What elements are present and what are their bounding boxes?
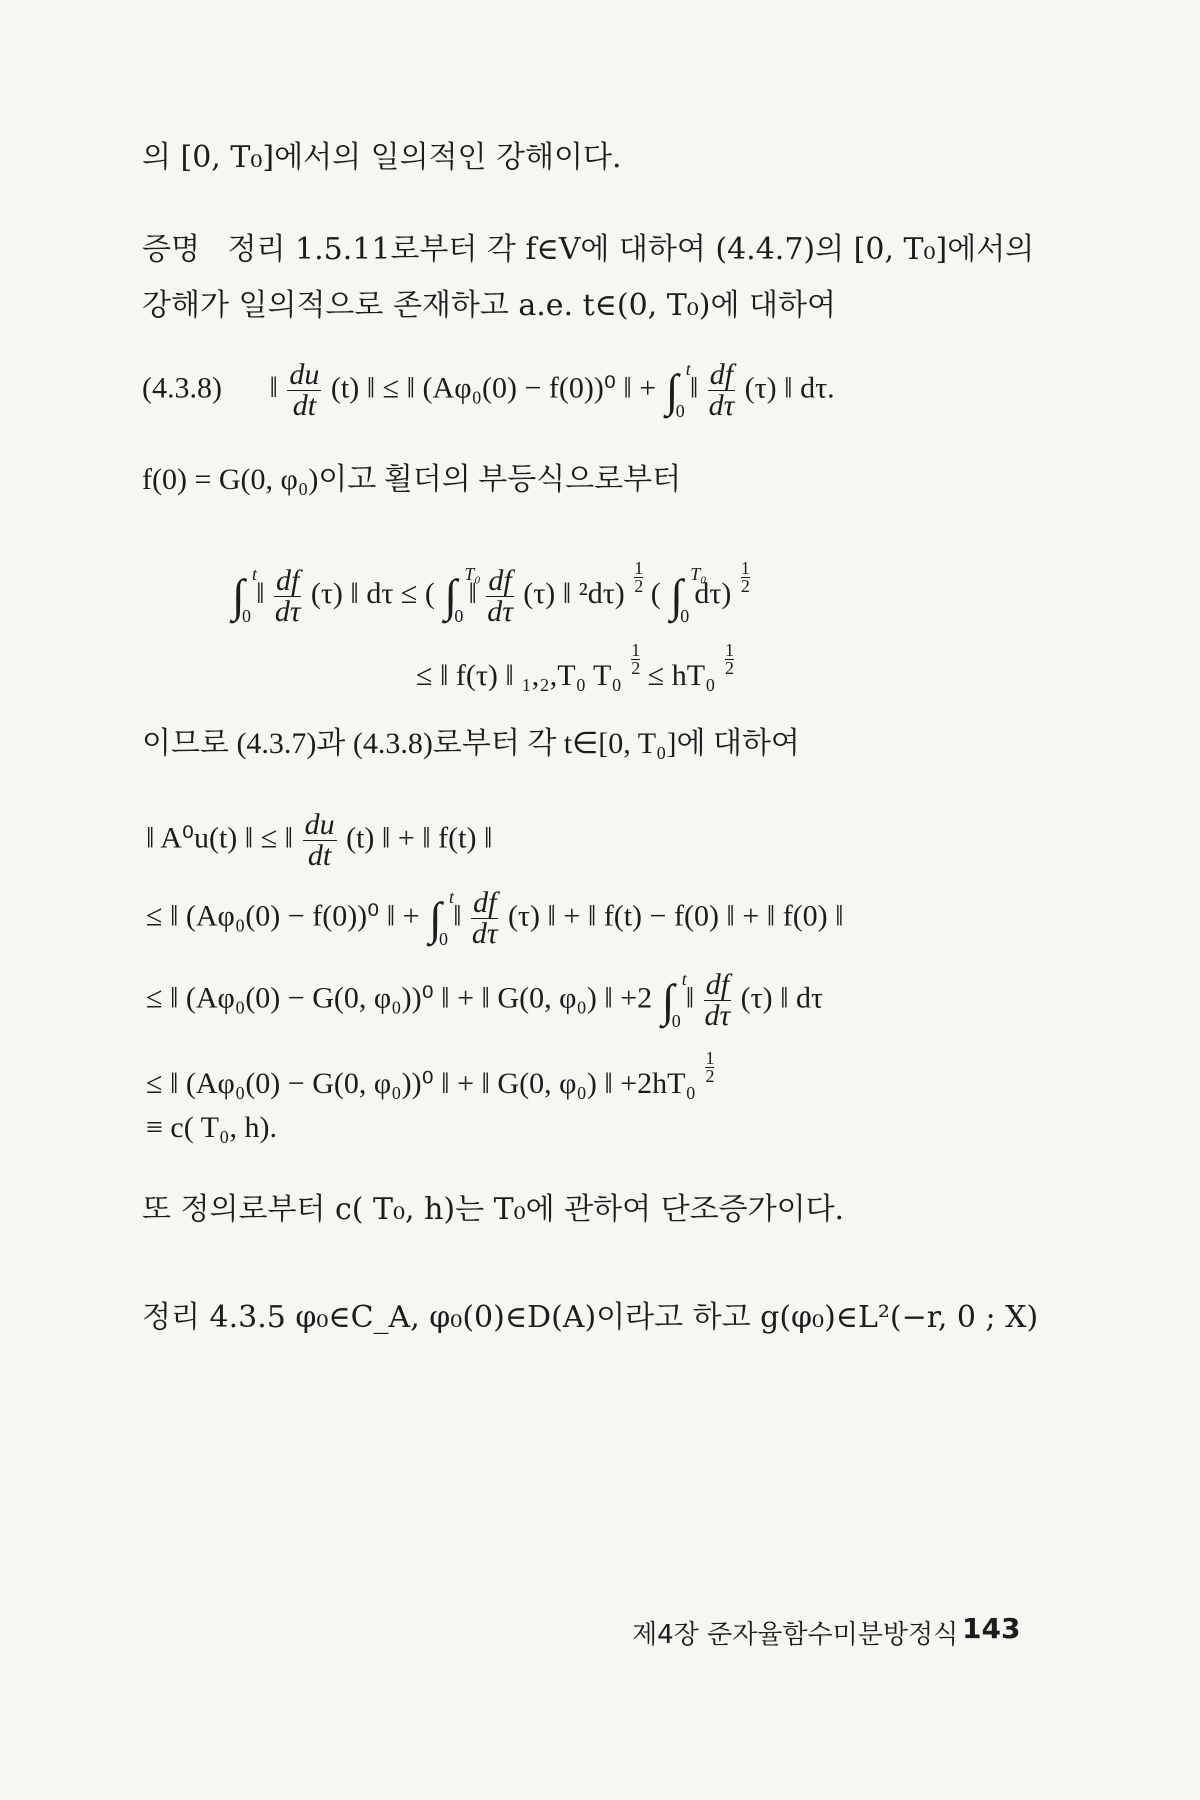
exponent-half: $\frac{1}{2}$ (740, 558, 750, 597)
fraction-df-dtau: $\frac{df}{d\tau}$ (274, 563, 301, 628)
holder-inequality: ∫ t 0 ‖ $\frac{df}{d\tau}$ (τ) ‖ dτ ≤ ( ∫ T₀ 0 ‖ $\frac{df}{d\tau}$ (τ) ‖ ²dτ) $\frac{1}{2}$ ( ∫ T₀ 0 dτ) $\frac{1}{2}$ (232, 558, 750, 628)
eq-norm: ‖ (269, 371, 278, 405)
proof-label: 증명 (142, 232, 200, 267)
bound-line-5: ≡ c( T₀, h). (146, 1111, 277, 1144)
bound-line-4: ≤ ‖ (Aφ₀(0) − G(0, φ₀))⁰ ‖ + ‖ G(0, φ₀) ‖ +2hT₀ $\frac{1}{2}$ (146, 1048, 715, 1101)
exponent-half: $\frac{1}{2}$ (725, 640, 735, 679)
fraction-du-dt: $\frac{du}{dt}$ (304, 808, 335, 872)
running-footer: 제4장 준자율함수미분방정식 (632, 1620, 959, 1650)
fraction-df-dtau: $\frac{df}{d\tau}$ (487, 563, 513, 628)
proof-text-1: 정리 1.5.11로부터 각 f∈V에 대하여 (4.4.7)의 [0, T₀]에서의 (227, 232, 1035, 267)
text-line-also: 또 정의로부터 c( T₀, h)는 T₀에 관하여 단조증가이다. (142, 1192, 845, 1227)
exponent-half: $\frac{1}{2}$ (634, 558, 644, 597)
text-line-1: 의 [0, T₀]에서의 일의적인 강해이다. (142, 140, 622, 175)
integral-sign: ∫ t 0 (429, 886, 455, 949)
equation-label: (4.3.8) (142, 371, 222, 405)
eq-tail: (τ) ‖ dτ. (744, 371, 835, 405)
fraction-df-dtau: $\frac{df}{d\tau}$ (704, 968, 731, 1032)
proof-line-1 (142, 232, 1034, 268)
page-number: 143 (962, 1612, 1021, 1645)
integral-sign: ∫ t 0 (661, 968, 687, 1031)
eq-middle: (t) ‖ ≤ ‖ (Aφ₀(0) − f(0))⁰ ‖ + (330, 371, 657, 405)
theorem-4-3-5: 정리 4.3.5 φ₀∈C_A, φ₀(0)∈D(A)이라고 하고 g(φ₀)∈L²(−r, 0 ; X) (142, 1300, 1039, 1335)
holder-inequality-2: ≤ ‖ f(τ) ‖ ₁,₂,T₀ T₀ $\frac{1}{2}$ ≤ hT₀ $\frac{1}{2}$ (416, 640, 735, 693)
fraction-du-dt: $\frac{du}{dt}$ (289, 358, 320, 422)
bound-line-2: ≤ ‖ (Aφ₀(0) − f(0))⁰ ‖ + ∫ t 0 ‖ $\frac{df}{d\tau}$ (τ) ‖ + ‖ f(t) − f(0) ‖ + ‖ f(0) ‖ (146, 886, 844, 950)
bound-line-3: ≤ ‖ (Aφ₀(0) − G(0, φ₀))⁰ ‖ + ‖ G(0, φ₀) ‖ +2 ∫ t 0 ‖ $\frac{df}{d\tau}$ (τ) ‖ dτ (146, 968, 824, 1032)
proof-line-2: 강해가 일의적으로 존재하고 a.e. t∈(0, T₀)에 대하여 (142, 288, 836, 323)
text-line-holder: f(0) = G(0, φ₀)이고 횔더의 부등식으로부터 (142, 463, 682, 496)
bound-line-1: ‖ A⁰u(t) ‖ ≤ ‖ $\frac{du}{dt}$ (t) ‖ + ‖ f(t) ‖ (146, 808, 493, 872)
text-line-imeuro: 이므로 (4.3.7)과 (4.3.8)로부터 각 t∈[0, T₀]에 대하여 (142, 727, 800, 760)
integral-sign: ∫ T₀ 0 (444, 564, 481, 627)
integral-sign: ∫ T₀ 0 (670, 564, 707, 627)
integral-sign: ∫ t 0 (665, 358, 691, 421)
fraction-df-dtau: $\frac{df}{d\tau}$ (708, 358, 735, 422)
exponent-half: $\frac{1}{2}$ (705, 1048, 715, 1087)
fraction-df-dtau: $\frac{df}{d\tau}$ (471, 886, 498, 950)
equation-4-3-8: (4.3.8) ‖ $\frac{du}{dt}$ (t) ‖ ≤ ‖ (Aφ₀(0) − f(0))⁰ ‖ + ∫ t 0 ‖ $\frac{df}{d\tau}$ (τ) ‖ dτ. (142, 358, 835, 422)
integral-sign: ∫ t 0 (232, 564, 258, 627)
exponent-half: $\frac{1}{2}$ (631, 640, 641, 679)
